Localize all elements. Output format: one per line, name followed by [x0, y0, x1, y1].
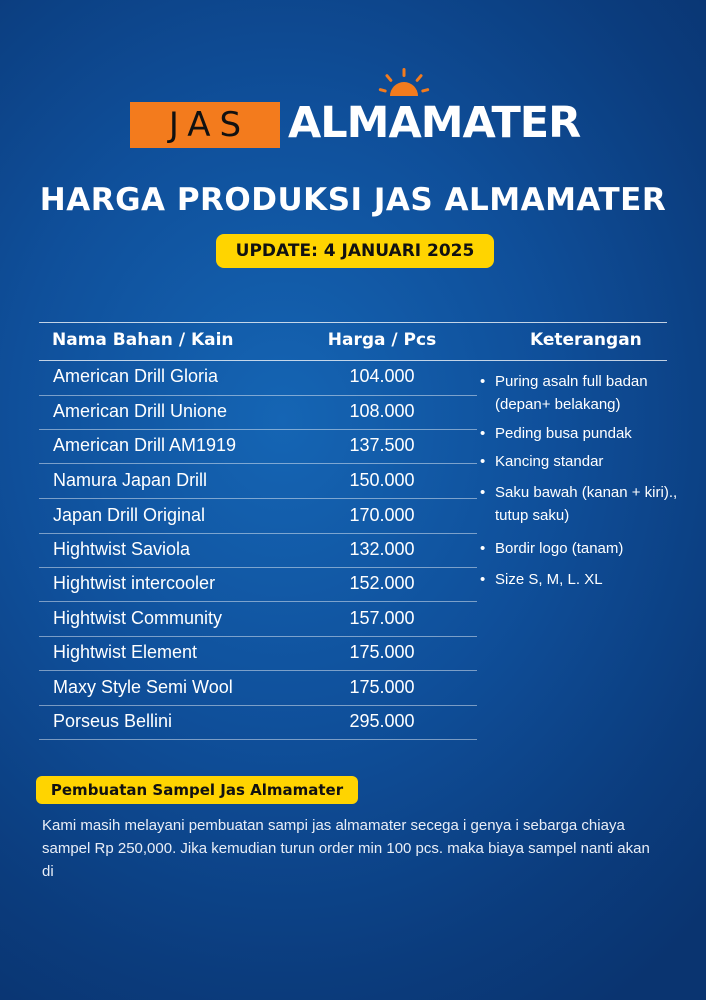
material-price: 157.000	[349, 608, 415, 628]
sample-section-text: Kami masih melayani pembuatan sampi jas almamater secega i genya i sebarga chiaya sampel Rp 250,000. Jika kemudian turun order min 100 pcs. maka biaya sampel nanti akan di	[42, 817, 650, 880]
material-name: Japan Drill Original	[53, 505, 206, 525]
material-name: Hightwist Element	[53, 642, 198, 662]
header-notes: Keterangan	[530, 330, 642, 350]
note-item	[480, 537, 705, 560]
row-divider	[39, 601, 477, 602]
bullet-icon: •	[480, 425, 486, 442]
note-text: Peding busa pundak	[495, 425, 632, 442]
row-divider	[39, 498, 477, 499]
material-name: Maxy Style Semi Wool	[53, 677, 233, 697]
note-text: Kancing standar	[495, 453, 604, 470]
material-price: 137.500	[349, 435, 415, 455]
header-material: Nama Bahan / Kain	[52, 330, 234, 350]
row-divider	[39, 739, 477, 740]
bullet-icon: •	[480, 453, 486, 470]
bullet-icon: •	[480, 571, 486, 588]
logo-left-text: JAS	[168, 105, 251, 145]
update-badge: UPDATE: 4 JANUARI 2025	[216, 234, 494, 268]
note-item	[480, 370, 705, 416]
material-price: 170.000	[349, 505, 415, 525]
row-divider	[39, 395, 477, 396]
material-price: 295.000	[349, 711, 415, 731]
material-price: 175.000	[349, 677, 415, 697]
material-price: 150.000	[349, 470, 415, 490]
note-item	[480, 422, 705, 445]
header-price: Harga / Pcs	[327, 330, 437, 350]
bullet-icon: •	[480, 373, 486, 390]
material-name: Namura Japan Drill	[53, 470, 208, 490]
material-name: Hightwist Community	[53, 608, 223, 628]
note-text: Size S, M, L. XL	[495, 571, 603, 588]
material-price: 132.000	[349, 539, 415, 559]
sun-icon	[378, 66, 430, 100]
logo-right-text: ALMAMATER	[288, 98, 581, 148]
note-text: Saku bawah (kanan + kiri)., tutup saku)	[495, 484, 678, 524]
row-divider	[39, 636, 477, 637]
page-title: HARGA PRODUKSI JAS ALMAMATER	[39, 182, 667, 218]
note-text: Puring asaln full badan (depan+ belakang)	[495, 373, 648, 413]
material-name: Porseus Bellini	[53, 711, 173, 731]
row-divider	[39, 429, 477, 430]
bullet-icon: •	[480, 484, 486, 501]
row-divider	[39, 533, 477, 534]
material-price: 108.000	[349, 401, 415, 421]
bullet-icon: •	[480, 540, 486, 557]
sample-section-badge: Pembuatan Sampel Jas Almamater	[36, 776, 358, 804]
material-price: 104.000	[349, 366, 415, 386]
table-top-rule	[39, 322, 667, 323]
note-item	[480, 481, 705, 527]
row-divider	[39, 670, 477, 671]
material-name: American Drill AM1919	[53, 435, 237, 455]
material-price: 152.000	[349, 573, 415, 593]
brand-logo	[130, 66, 590, 156]
table-header-rule	[39, 360, 667, 361]
material-price: 175.000	[349, 642, 415, 662]
note-text: Bordir logo (tanam)	[495, 540, 624, 557]
row-divider	[39, 705, 477, 706]
material-name: Hightwist Saviola	[53, 539, 191, 559]
row-divider	[39, 567, 477, 568]
note-item	[480, 568, 705, 591]
logo-box	[130, 102, 280, 148]
material-name: Hightwist intercooler	[53, 573, 216, 593]
material-name: American Drill Gloria	[53, 366, 219, 386]
note-item	[480, 450, 705, 473]
row-divider	[39, 463, 477, 464]
material-name: American Drill Unione	[53, 401, 228, 421]
